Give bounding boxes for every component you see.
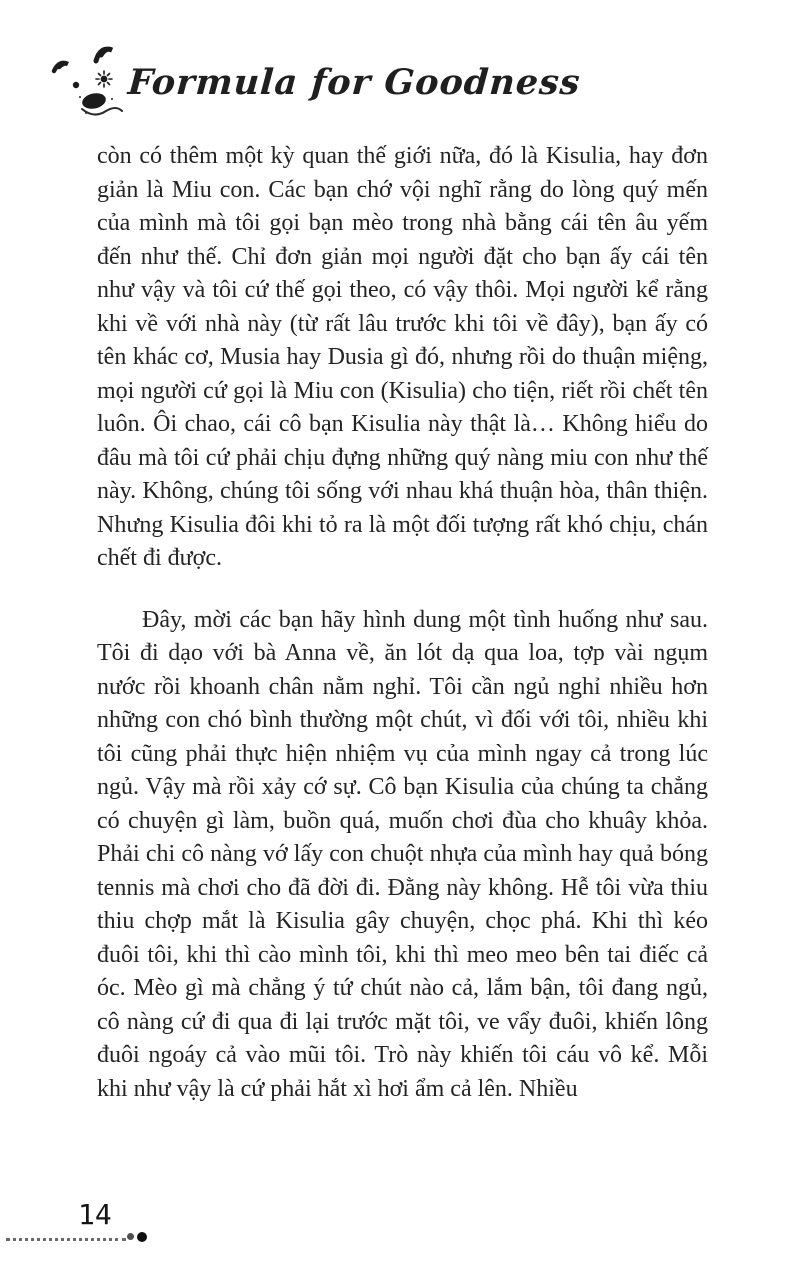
page-number: 14 <box>78 1198 112 1231</box>
paragraph-1: còn có thêm một kỳ quan thế giới nữa, đó là Kisulia, hay đơn giản là Miu con. Các bạn chớ vội nghĩ rằng do lòng quý mến của mình mà tôi gọi bạn mèo trong nhà bằng cái tên âu yếm đến như thế. Chỉ đơn giản mọi người đặt cho bạn ấy cái tên như vậy và tôi cứ thế gọi theo, có vậy thôi. Mọi người kể rằng khi về với nhà này (từ rất lâu trước khi tôi về đây), bạn ấy có tên khác cơ, Musia hay Dusia gì đó, nhưng rồi do thuận miệng, mọi người cứ gọi là Miu con (Kisulia) cho tiện, riết rồi chết tên luôn. Ôi chao, cái cô bạn Kisulia này thật là… Không hiểu do đâu mà tôi cứ phải chịu đựng những quý nàng miu con như thế này. Không, chúng tôi sống với nhau khá thuận hòa, thân thiện. Nhưng Kisulia đôi khi tỏ ra là một đối tượng rất khó chịu, chán chết đi được. <box>97 143 708 571</box>
dot-large <box>137 1232 147 1242</box>
dog-doodle-icon <box>46 41 136 123</box>
book-title: Formula for Goodness <box>126 61 582 103</box>
page-header <box>46 42 581 122</box>
footer-dotted-line <box>6 1228 156 1242</box>
dotted-rule <box>6 1228 126 1241</box>
page-body <box>97 140 708 1106</box>
paragraph-2: Đây, mời các bạn hãy hình dung một tình huống như sau. Tôi đi dạo với bà Anna về, ăn lót dạ qua loa, tợp vài ngụm nước rồi khoanh chân nằm nghỉ. Tôi cần ngủ nghỉ nhiều hơn những con chó bình thường một chút, vì đối với tôi, nhiều khi tôi cũng phải thực hiện nhiệm vụ của mình ngay cả trong lúc ngủ. Vậy mà rồi xảy cớ sự. Cô bạn Kisulia của chúng ta chẳng có chuyện gì làm, buồn quá, muốn chơi đùa cho khuây khỏa. Phải chi cô nàng vớ lấy con chuột nhựa của mình hay quả bóng tennis mà chơi cho đã đời đi. Đằng này không. Hễ tôi vừa thiu thiu chợp mắt là Kisulia gây chuyện, chọc phá. Khi thì kéo đuôi tôi, khi thì cào mình tôi, khi thì meo meo bên tai điếc cả óc. Mèo gì mà chẳng ý tứ chút nào cả, lắm bận, tôi đang ngủ, cô nàng cứ đi qua đi lại trước mặt tôi, ve vẩy đuôi, khiến lông đuôi ngoáy cả vào mũi tôi. Trò này khiến tôi cáu vô kể. Mỗi khi như vậy là cứ phải hắt xì hơi ẩm cả lên. Nhiều <box>97 606 708 1102</box>
dot-medium <box>127 1233 134 1240</box>
